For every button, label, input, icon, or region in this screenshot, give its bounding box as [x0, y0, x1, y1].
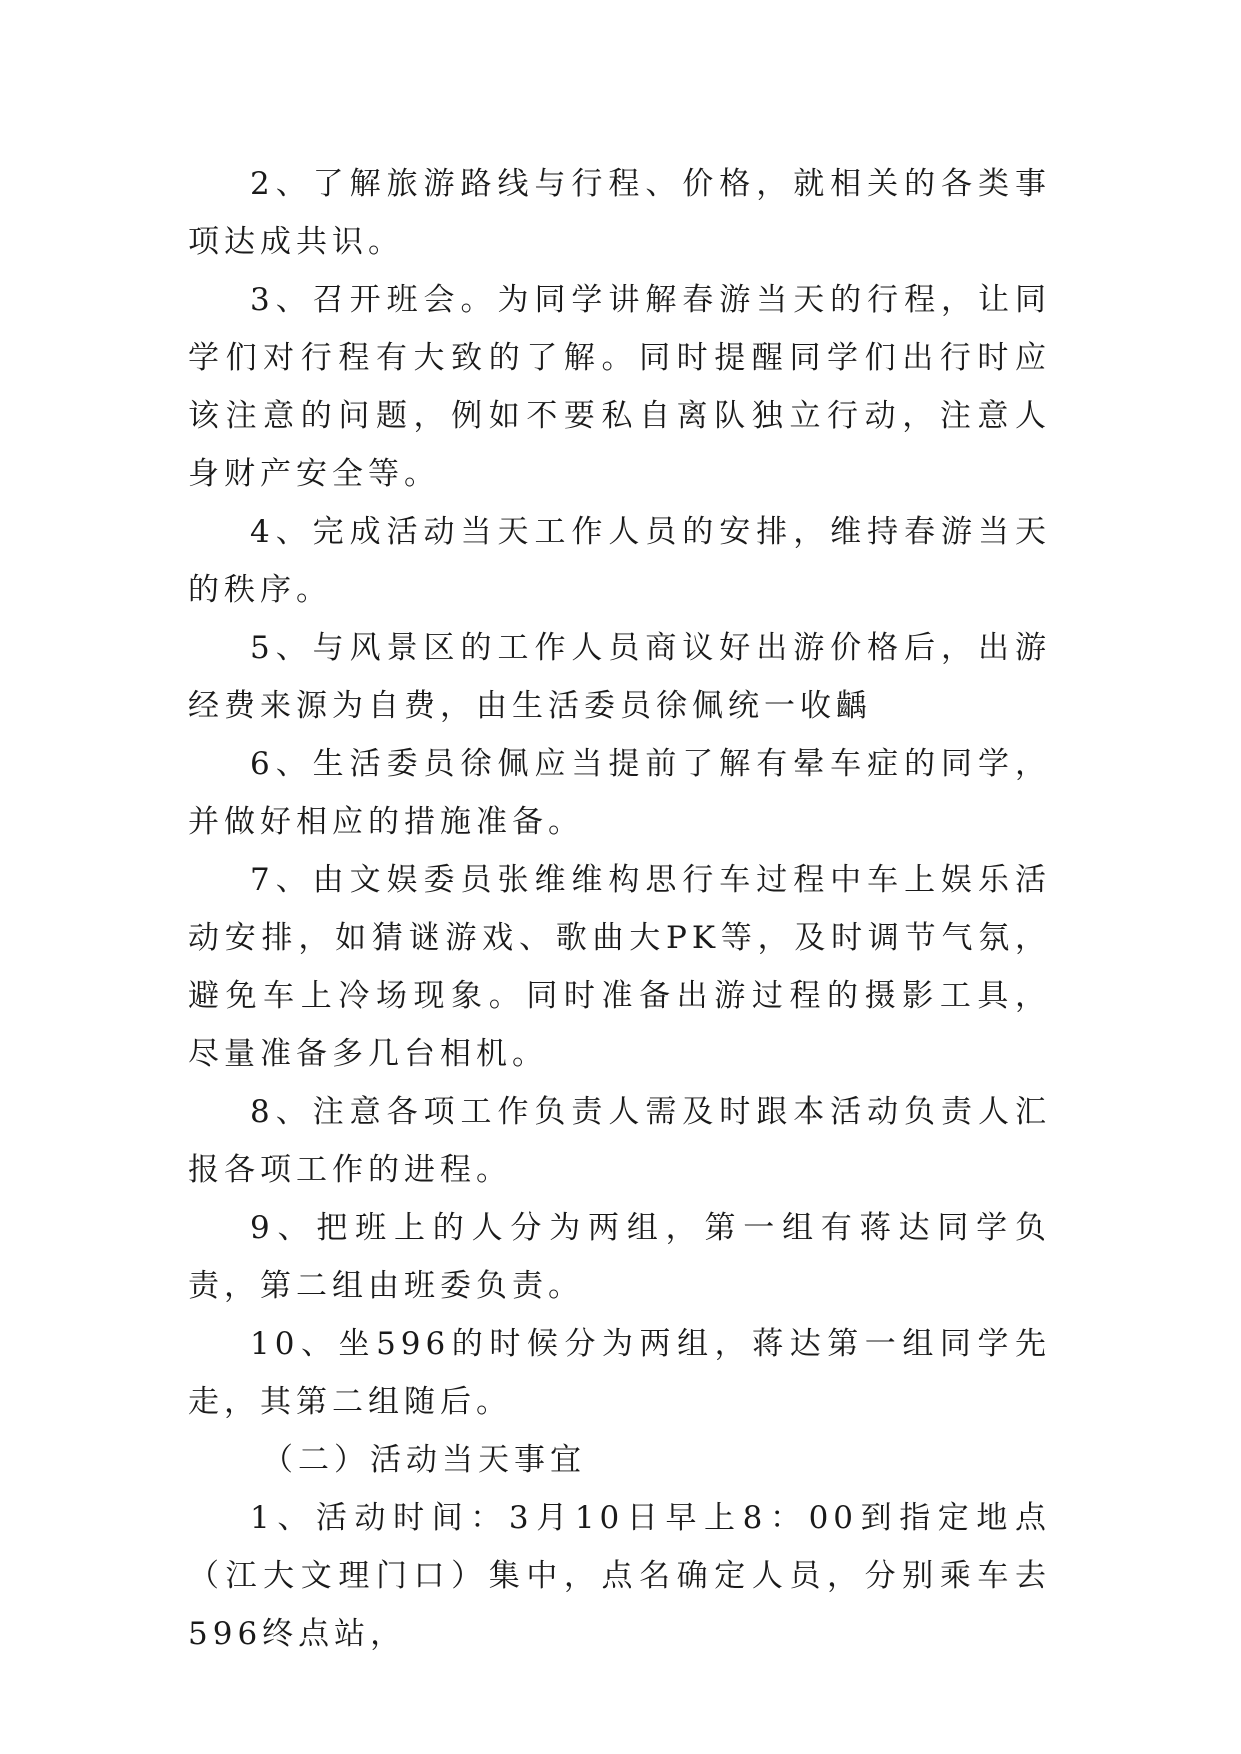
- paragraph-item-10: 10、坐596的时候分为两组，蒋达第一组同学先走，其第二组随后。: [188, 1326, 1051, 1420]
- paragraph-item-4: 4、完成活动当天工作人员的安排，维持春游当天的秩序。: [188, 514, 1051, 608]
- paragraph-item-2: 2、了解旅游路线与行程、价格，就相关的各类事项达成共识。: [188, 166, 1051, 260]
- paragraph-item-3: 3、召开班会。为同学讲解春游当天的行程，让同学们对行程有大致的了解。同时提醒同学们出行时应该注意的问题，例如不要私自离队独立行动，注意人身财产安全等。: [188, 282, 1051, 492]
- section-heading: （二）活动当天事宜: [262, 1442, 586, 1478]
- paragraph-item-9: 9、把班上的人分为两组，第一组有蒋达同学负责，第二组由班委负责。: [188, 1210, 1051, 1304]
- paragraph-item-6: 6、生活委员徐佩应当提前了解有晕车症的同学，并做好相应的措施准备。: [188, 746, 1051, 840]
- paragraph-item-7: 7、由文娱委员张维维构思行车过程中车上娱乐活动安排，如猜谜游戏、歌曲大PK等，及时调节气氛，避免车上冷场现象。同时准备出游过程的摄影工具，尽量准备多几台相机。: [188, 862, 1051, 1072]
- paragraph-item-5: 5、与风景区的工作人员商议好出游价格后，出游经费来源为自费，由生活委员徐佩统一收齲: [188, 630, 1051, 724]
- paragraph-item-8: 8、注意各项工作负责人需及时跟本活动负责人汇报各项工作的进程。: [188, 1094, 1051, 1188]
- document-body: [188, 155, 1051, 1663]
- section-paragraph-item-1: 1、活动时间：3月10日早上8：00到指定地点（江大文理门口）集中，点名确定人员，分别乘车去596终点站，: [188, 1500, 1051, 1652]
